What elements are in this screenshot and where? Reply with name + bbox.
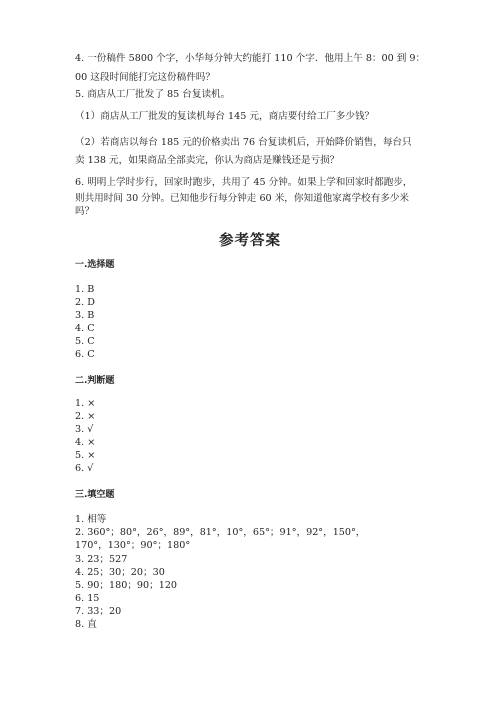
choice-answer: 3. B bbox=[75, 310, 95, 321]
question-5-part-2-line-2: 卖 138 元，如果商品全部卖完，你认为商店是赚钱还是亏损？ bbox=[75, 155, 340, 166]
judgment-answer: 6. √ bbox=[75, 463, 94, 474]
answers-title: 参考答案 bbox=[219, 232, 281, 249]
question-4-line-1: 4. 一份稿件 5800 个字，小华每分钟大约能打 110 个字．他用上午 8：00 到 9： bbox=[75, 53, 426, 64]
question-5-part-1: （1）商店从工厂批发的复读机每台 145 元，商店要付给工厂多少钱？ bbox=[75, 111, 375, 122]
fill-in-answer: 1. 相等 bbox=[75, 514, 107, 525]
judgment-answer: 4. × bbox=[75, 437, 96, 448]
question-4-line-2: 00 这段时间能打完这份稿件吗？ bbox=[75, 72, 215, 83]
choice-answer: 1. B bbox=[75, 284, 95, 295]
question-6-line-1: 6. 明明上学时步行，回家时跑步，共用了 45 分钟。如果上学和回家时都跑步， bbox=[75, 177, 413, 188]
judgment-answer: 1. × bbox=[75, 398, 96, 409]
fill-in-answer: 3. 23；527 bbox=[75, 554, 128, 565]
question-6-line-3: 吗？ bbox=[75, 206, 95, 217]
fill-in-answer: 170°，130°；90°；180° bbox=[75, 540, 191, 551]
question-6-line-2: 则共用时间 30 分钟。已知他步行每分钟走 60 米，你知道他家离学校有多少米 bbox=[75, 193, 410, 204]
fill-in-answer: 8. 直 bbox=[75, 619, 97, 630]
fill-in-answer: 2. 360°；80°，26°，89°，81°，10°，65°；91°，92°，150°， bbox=[75, 527, 366, 538]
fill-in-answer: 5. 90；180；90；120 bbox=[75, 580, 178, 591]
fill-in-answer: 7. 33；20 bbox=[75, 606, 122, 617]
judgment-answer: 2. × bbox=[75, 411, 96, 422]
judgment-answer: 3. √ bbox=[75, 424, 94, 435]
choice-answer: 2. D bbox=[75, 297, 95, 308]
choice-answer: 5. C bbox=[75, 336, 95, 347]
fill-in-answer: 6. 15 bbox=[75, 593, 100, 604]
section-heading-fill-in: 三.填空题 bbox=[75, 490, 115, 500]
question-5-line-1: 5. 商店从工厂批发了 85 台复读机。 bbox=[75, 89, 231, 100]
question-5-part-2-line-1: （2）若商店以每台 185 元的价格卖出 76 台复读机后，开始降价销售，每台只 bbox=[75, 137, 412, 148]
section-heading-judgment: 二.判断题 bbox=[75, 376, 115, 386]
choice-answer: 6. C bbox=[75, 349, 95, 360]
section-heading-choice: 一.选择题 bbox=[75, 260, 115, 270]
fill-in-answer: 4. 25；30；20；30 bbox=[75, 567, 165, 578]
judgment-answer: 5. × bbox=[75, 450, 96, 461]
choice-answer: 4. C bbox=[75, 323, 95, 334]
